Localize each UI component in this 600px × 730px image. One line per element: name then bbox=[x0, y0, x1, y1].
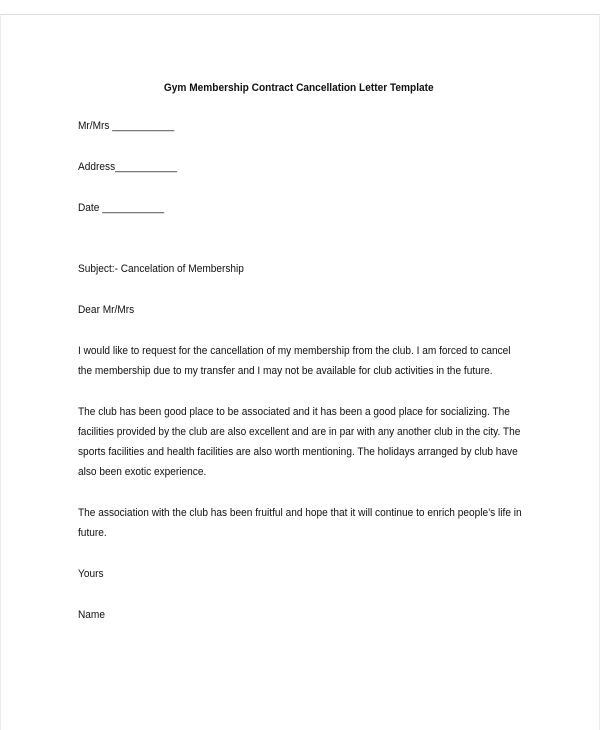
address-field: Address___________ bbox=[78, 161, 178, 173]
paragraph-1 bbox=[78, 341, 509, 381]
date-field: Date ___________ bbox=[78, 202, 165, 214]
paragraph-line: The club has been good place to be associated and it has been a good place for socializing. The bbox=[78, 406, 510, 418]
paragraph-line: future. bbox=[78, 527, 107, 539]
document-title: Gym Membership Contract Cancellation Letter Template bbox=[163, 82, 434, 94]
salutation: Dear Mr/Mrs bbox=[78, 304, 135, 316]
paragraph-line: The association with the club has been fruitful and hope that it will continue to enrich people’s life in bbox=[78, 507, 522, 519]
paragraph-line: also been exotic experience. bbox=[78, 466, 207, 478]
paragraph-line: the membership due to my transfer and I may not be available for club activities in the future. bbox=[78, 365, 493, 377]
paragraph-3 bbox=[78, 503, 522, 543]
paragraph-2 bbox=[78, 402, 521, 482]
closing: Yours bbox=[78, 568, 104, 580]
paragraph-line: I would like to request for the cancellation of my membership from the club. I am forced to cancel bbox=[78, 345, 511, 357]
paragraph-line: facilities provided by the club are also excellent and are in par with any another club in the city. The bbox=[78, 426, 521, 438]
paragraph-line: sports facilities and health facilities are also worth mentioning. The holidays arranged by club have bbox=[78, 446, 518, 458]
signature-name: Name bbox=[78, 609, 105, 621]
recipient-name-field: Mr/Mrs ___________ bbox=[78, 120, 175, 132]
letter-body bbox=[78, 80, 522, 646]
subject-line: Subject:- Cancelation of Membership bbox=[78, 263, 244, 275]
